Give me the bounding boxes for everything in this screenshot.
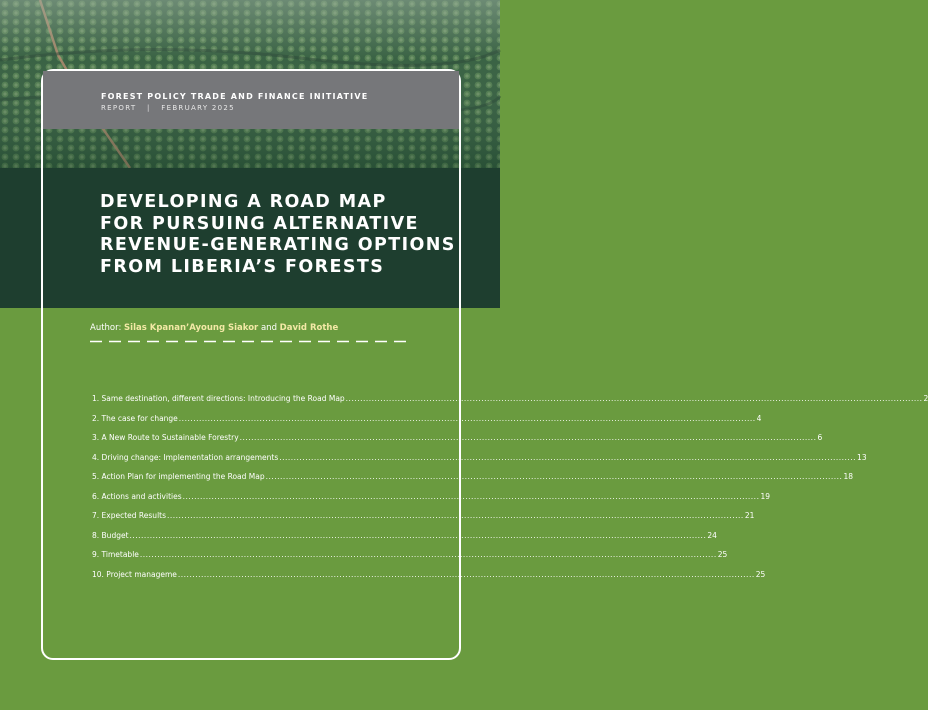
toc-label: 6. Actions and activities: [92, 491, 182, 501]
meta-separator: |: [147, 104, 151, 112]
toc-label: 8. Budget: [92, 530, 129, 540]
toc-label: 9. Timetable: [92, 550, 139, 559]
toc-entry[interactable]: [92, 550, 728, 570]
toc-leader: ........................................................................................................................................................................................................: [177, 569, 755, 579]
toc-entry[interactable]: [92, 491, 770, 512]
toc-page: 21: [744, 511, 755, 520]
toc-leader: ........................................................................................................................................................................................................: [265, 472, 843, 481]
toc-leader: ........................................................................................................................................................................................................: [167, 511, 744, 520]
toc-entry[interactable]: [92, 472, 853, 492]
toc-page: 25: [755, 569, 766, 579]
report-title: [100, 192, 470, 278]
toc-label: 5. Action Plan for implementing the Road Map: [92, 472, 265, 481]
toc-leader: ........................................................................................................................................................................................................: [182, 491, 760, 501]
title-line: REVENUE-GENERATING OPTIONS: [100, 235, 456, 255]
report-meta: [101, 104, 235, 112]
toc-page: 4: [756, 413, 762, 423]
toc-page: 24: [707, 530, 717, 540]
header-box: [43, 71, 459, 129]
author-joiner: and: [260, 323, 277, 333]
toc-entry[interactable]: [92, 569, 766, 590]
toc-leader: ........................................................................................................................................................................................................: [345, 394, 923, 403]
toc-label: 3. A New Route to Sustainable Forestry: [92, 433, 239, 442]
title-line: FOR PURSUING ALTERNATIVE: [100, 213, 419, 234]
toc-entry[interactable]: [92, 511, 755, 531]
author-prefix: Author:: [90, 323, 122, 333]
dashed-divider: [90, 340, 410, 343]
toc-entry[interactable]: [92, 452, 867, 473]
initiative-name: FOREST POLICY TRADE AND FINANCE INITIATIVE: [101, 92, 369, 101]
toc-leader: ........................................................................................................................................................................................................: [279, 452, 857, 462]
author-line: [90, 323, 338, 333]
toc-page: 19: [760, 491, 770, 501]
toc-leader: ........................................................................................................................................................................................................: [239, 433, 817, 442]
author-name-2: David Rothe: [279, 323, 339, 333]
toc-leader: ........................................................................................................................................................................................................: [178, 413, 756, 423]
toc-entry[interactable]: [92, 433, 823, 453]
report-type: REPORT: [101, 104, 137, 112]
toc-label: 4. Driving change: Implementation arrangements: [92, 452, 279, 462]
author-name-1: Silas Kpanan’Ayoung Siakor: [124, 323, 259, 333]
toc-entry[interactable]: [92, 530, 717, 551]
toc-page: 25: [717, 550, 728, 559]
toc-page: 18: [843, 472, 853, 481]
toc-page: 6: [817, 433, 823, 442]
report-date: FEBRUARY 2025: [161, 104, 235, 112]
toc-label: 1. Same destination, different directions: Introducing the Road Map: [92, 394, 345, 403]
title-line: DEVELOPING A ROAD MAP: [100, 192, 387, 212]
toc-entry[interactable]: [92, 394, 928, 414]
toc-label: 7. Expected Results: [92, 511, 166, 520]
toc-label: 2. The case for change: [92, 413, 178, 423]
toc-leader: ........................................................................................................................................................................................................: [129, 530, 707, 540]
title-line: FROM LIBERIA’S FORESTS: [100, 256, 385, 277]
toc-page: 2: [923, 394, 928, 403]
toc-label: 10. Project manageme: [92, 569, 177, 579]
toc-page: 13: [857, 452, 867, 462]
toc-entry[interactable]: [92, 413, 762, 434]
table-of-contents: [92, 394, 928, 589]
toc-leader: ........................................................................................................................................................................................................: [139, 550, 717, 559]
